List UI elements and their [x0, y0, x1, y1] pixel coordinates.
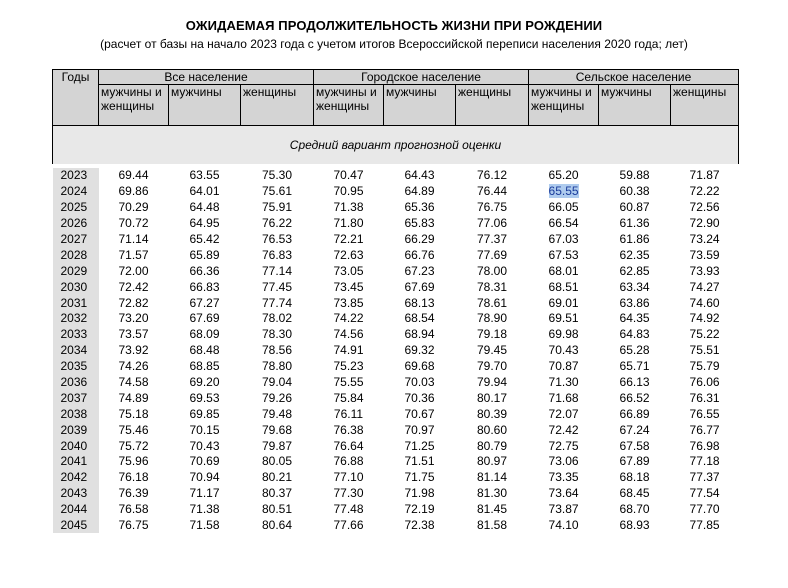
value-cell: 76.22	[261, 216, 293, 231]
value-cell: 68.93	[619, 518, 650, 533]
year-cell: 2030	[53, 279, 99, 295]
value-cell: 70.29	[118, 200, 149, 215]
year-cell: 2031	[53, 295, 99, 311]
value-cell: 62.85	[619, 263, 650, 278]
value-cell: 78.80	[261, 359, 293, 374]
value-cell: 79.18	[477, 327, 508, 342]
value-cell: 63.86	[619, 295, 650, 310]
value-cell: 77.14	[261, 263, 293, 278]
value-cell: 66.29	[404, 232, 435, 246]
value-cell: 68.13	[404, 295, 435, 310]
table-body	[53, 168, 739, 533]
value-cell: 75.30	[261, 168, 293, 183]
value-cell: 71.98	[404, 486, 435, 501]
value-cell: 65.71	[619, 359, 650, 374]
value-cell: 73.87	[548, 502, 579, 517]
table-row	[53, 518, 739, 534]
value-cell: 79.26	[261, 390, 293, 405]
value-cell	[529, 184, 599, 200]
table-row	[53, 422, 739, 438]
value-cell: 76.98	[689, 438, 720, 453]
value-cell: 66.36	[189, 263, 220, 278]
value-cell: 77.18	[689, 454, 720, 469]
value-cell: 72.63	[333, 247, 364, 262]
value-cell: 76.64	[333, 438, 364, 453]
value-cell: 77.69	[477, 247, 508, 262]
value-cell: 77.74	[261, 295, 293, 310]
value-cell: 74.56	[333, 327, 364, 342]
value-cell: 73.45	[333, 279, 364, 294]
value-cell: 77.54	[689, 486, 720, 501]
value-cell: 59.88	[619, 168, 650, 183]
value-cell: 66.83	[189, 279, 220, 294]
value-cell: 64.48	[189, 200, 220, 215]
value-cell: 72.22	[689, 184, 720, 199]
value-cell: 77.85	[689, 518, 720, 533]
value-cell: 71.57	[118, 247, 149, 262]
value-cell: 68.70	[619, 502, 650, 517]
table-row	[53, 216, 739, 232]
value-cell: 79.94	[477, 375, 508, 390]
value-cell: 74.92	[689, 311, 720, 326]
year-cell: 2044	[53, 502, 99, 518]
group-header-urban: Городское население	[314, 70, 529, 85]
value-cell: 77.45	[261, 279, 293, 294]
value-cell: 67.24	[619, 422, 650, 437]
value-cell: 74.27	[689, 279, 720, 294]
value-cell: 69.98	[548, 327, 579, 342]
value-cell: 67.58	[619, 438, 650, 453]
value-cell: 79.70	[477, 359, 508, 374]
value-cell: 72.07	[548, 406, 579, 421]
group-header-all: Все население	[99, 70, 314, 85]
value-cell: 79.48	[261, 406, 293, 421]
value-cell: 80.21	[261, 470, 293, 485]
value-cell: 80.97	[477, 454, 508, 469]
value-cell: 71.87	[689, 168, 720, 183]
year-cell: 2032	[53, 311, 99, 327]
page-subtitle: (расчет от базы на начало 2023 года с учетом итогов Всероссийской переписи населения 2020 года; лет)	[100, 37, 688, 51]
value-cell: 69.01	[548, 295, 579, 310]
value-cell: 63.34	[619, 279, 650, 294]
value-cell: 73.24	[689, 232, 720, 246]
table-row	[53, 247, 739, 263]
value-cell: 76.77	[689, 422, 720, 437]
value-cell: 78.61	[477, 295, 508, 310]
value-cell: 71.38	[189, 502, 220, 517]
value-cell: 79.68	[261, 422, 293, 437]
value-cell: 77.37	[689, 470, 720, 485]
table-row	[53, 327, 739, 343]
value-cell: 70.43	[548, 343, 579, 358]
table-row	[53, 311, 739, 327]
value-cell: 72.38	[404, 518, 435, 533]
table-row	[53, 279, 739, 295]
value-cell: 80.37	[261, 486, 293, 501]
value-cell: 68.45	[619, 486, 650, 501]
year-cell: 2036	[53, 375, 99, 391]
value-cell: 69.20	[189, 375, 220, 390]
value-cell: 65.89	[189, 247, 220, 262]
subheader-both-rural: мужчины и женщины	[529, 85, 599, 126]
value-cell: 76.44	[477, 184, 508, 199]
value-cell: 75.22	[689, 327, 720, 342]
value-cell: 80.51	[261, 502, 293, 517]
value-cell: 66.52	[619, 390, 650, 405]
value-cell: 61.36	[619, 216, 650, 231]
year-cell: 2023	[53, 168, 99, 184]
subheader-women-rural: женщины	[671, 85, 739, 126]
value-cell: 70.87	[548, 359, 579, 374]
value-cell: 73.05	[333, 263, 364, 278]
value-cell: 75.91	[261, 200, 293, 215]
value-cell: 70.95	[333, 184, 364, 199]
value-cell: 67.03	[548, 232, 579, 246]
value-cell: 65.28	[619, 343, 650, 358]
value-cell: 69.32	[404, 343, 435, 358]
value-cell: 77.30	[333, 486, 364, 501]
value-cell: 64.01	[189, 184, 220, 199]
subheader-men-all: мужчины	[169, 85, 241, 126]
group-header-rural: Сельское население	[529, 70, 739, 85]
value-cell: 75.55	[333, 375, 364, 390]
value-cell: 76.12	[477, 168, 508, 183]
value-cell: 73.59	[689, 247, 720, 262]
value-cell: 79.04	[261, 375, 293, 390]
value-cell: 69.85	[189, 406, 220, 421]
value-cell: 60.87	[619, 200, 650, 215]
value-cell: 75.79	[689, 359, 720, 374]
value-cell: 71.68	[548, 390, 579, 405]
value-cell: 68.54	[404, 311, 435, 326]
value-cell: 73.06	[548, 454, 579, 469]
value-cell: 76.31	[689, 390, 720, 405]
value-cell: 73.92	[118, 343, 149, 358]
value-cell: 63.55	[189, 168, 220, 183]
subheader-both-urban: мужчины и женщины	[314, 85, 384, 126]
value-cell: 78.31	[477, 279, 508, 294]
year-cell: 2038	[53, 406, 99, 422]
value-cell: 71.80	[333, 216, 364, 231]
value-cell: 66.89	[619, 406, 650, 421]
life-expectancy-table	[52, 69, 739, 533]
value-cell: 68.09	[189, 327, 220, 342]
year-cell: 2028	[53, 247, 99, 263]
value-cell: 76.11	[333, 406, 364, 421]
value-cell: 60.38	[619, 184, 650, 199]
value-cell: 65.20	[548, 168, 579, 183]
value-cell: 70.97	[404, 422, 435, 437]
value-cell: 67.27	[189, 295, 220, 310]
value-cell: 75.61	[261, 184, 293, 199]
subheader-women-all: женщины	[241, 85, 314, 126]
selected-value[interactable]: 65.55	[548, 184, 579, 199]
value-cell: 65.83	[404, 216, 435, 231]
value-cell: 67.69	[189, 311, 220, 326]
value-cell: 77.06	[477, 216, 508, 231]
value-cell: 66.05	[548, 200, 579, 215]
value-cell: 76.55	[689, 406, 720, 421]
table-row	[53, 343, 739, 359]
value-cell: 71.25	[404, 438, 435, 453]
value-cell: 70.72	[118, 216, 149, 231]
value-cell: 66.13	[619, 375, 650, 390]
year-cell: 2042	[53, 470, 99, 486]
year-cell: 2029	[53, 263, 99, 279]
subheader-women-urban: женщины	[456, 85, 529, 126]
value-cell: 76.83	[261, 247, 293, 262]
value-cell: 78.02	[261, 311, 293, 326]
value-cell: 62.35	[619, 247, 650, 262]
value-cell: 67.23	[404, 263, 435, 278]
year-cell: 2040	[53, 438, 99, 454]
value-cell: 70.03	[404, 375, 435, 390]
value-cell: 69.86	[118, 184, 149, 199]
value-cell: 68.51	[548, 279, 579, 294]
value-cell: 80.79	[477, 438, 508, 453]
table-row	[53, 263, 739, 279]
value-cell: 69.44	[118, 168, 149, 183]
year-cell: 2035	[53, 359, 99, 375]
value-cell: 75.51	[689, 343, 720, 358]
value-cell: 68.18	[619, 470, 650, 485]
value-cell: 71.51	[404, 454, 435, 469]
year-header: Годы	[53, 70, 99, 126]
subheader-men-urban: мужчины	[384, 85, 456, 126]
value-cell: 78.90	[477, 311, 508, 326]
value-cell: 73.64	[548, 486, 579, 501]
value-cell: 70.94	[189, 470, 220, 485]
value-cell: 74.26	[118, 359, 149, 374]
value-cell: 81.14	[477, 470, 508, 485]
value-cell: 76.38	[333, 422, 364, 437]
value-cell: 73.35	[548, 470, 579, 485]
value-cell: 70.15	[189, 422, 220, 437]
value-cell: 77.48	[333, 502, 364, 517]
value-cell: 72.75	[548, 438, 579, 453]
value-cell: 64.83	[619, 327, 650, 342]
value-cell: 81.30	[477, 486, 508, 501]
value-cell: 73.20	[118, 311, 149, 326]
value-cell: 64.95	[189, 216, 220, 231]
value-cell: 75.72	[118, 438, 149, 453]
value-cell: 76.88	[333, 454, 364, 469]
value-cell: 73.93	[689, 263, 720, 278]
value-cell: 76.39	[118, 486, 149, 501]
value-cell: 76.75	[477, 200, 508, 215]
value-cell: 70.43	[189, 438, 220, 453]
value-cell: 77.10	[333, 470, 364, 485]
value-cell: 66.54	[548, 216, 579, 231]
value-cell: 74.89	[118, 390, 149, 405]
value-cell: 61.86	[619, 232, 650, 246]
value-cell: 69.53	[189, 390, 220, 405]
value-cell: 76.06	[689, 375, 720, 390]
value-cell: 73.57	[118, 327, 149, 342]
value-cell: 71.30	[548, 375, 579, 390]
value-cell: 67.69	[404, 279, 435, 294]
value-cell: 72.19	[404, 502, 435, 517]
value-cell: 69.68	[404, 359, 435, 374]
value-cell: 70.69	[189, 454, 220, 469]
year-cell: 2026	[53, 216, 99, 232]
table-row	[53, 486, 739, 502]
year-cell: 2045	[53, 518, 99, 534]
value-cell: 77.70	[689, 502, 720, 517]
value-cell: 75.84	[333, 390, 364, 405]
value-cell: 68.85	[189, 359, 220, 374]
value-cell: 64.89	[404, 184, 435, 199]
table-row	[53, 438, 739, 454]
table-row	[53, 375, 739, 391]
value-cell: 78.56	[261, 343, 293, 358]
table-row	[53, 454, 739, 470]
value-cell: 72.00	[118, 263, 149, 278]
year-cell: 2025	[53, 200, 99, 216]
table-row	[53, 359, 739, 375]
variant-label: Средний вариант прогнозной оценки	[53, 126, 739, 165]
value-cell: 71.38	[333, 200, 364, 215]
value-cell: 77.66	[333, 518, 364, 533]
table-row	[53, 295, 739, 311]
table-row	[53, 470, 739, 486]
year-cell: 2034	[53, 343, 99, 359]
value-cell: 68.94	[404, 327, 435, 342]
table-row	[53, 502, 739, 518]
value-cell: 76.58	[118, 502, 149, 517]
value-cell: 79.87	[261, 438, 293, 453]
year-cell: 2024	[53, 184, 99, 200]
value-cell: 72.21	[333, 232, 364, 246]
value-cell: 81.58	[477, 518, 508, 533]
table-row	[53, 390, 739, 406]
value-cell: 73.85	[333, 295, 364, 310]
value-cell: 72.42	[548, 422, 579, 437]
value-cell: 75.23	[333, 359, 364, 374]
value-cell: 74.91	[333, 343, 364, 358]
value-cell: 71.17	[189, 486, 220, 501]
value-cell: 65.36	[404, 200, 435, 215]
value-cell: 65.42	[189, 232, 220, 246]
value-cell: 78.30	[261, 327, 293, 342]
year-cell: 2027	[53, 232, 99, 248]
table-row	[53, 184, 739, 200]
year-cell: 2041	[53, 454, 99, 470]
value-cell: 71.75	[404, 470, 435, 485]
value-cell: 69.51	[548, 311, 579, 326]
value-cell: 74.58	[118, 375, 149, 390]
value-cell: 74.22	[333, 311, 364, 326]
value-cell: 72.90	[689, 216, 720, 231]
value-cell: 75.46	[118, 422, 149, 437]
value-cell: 75.18	[118, 406, 149, 421]
value-cell: 77.37	[477, 232, 508, 246]
value-cell: 72.82	[118, 295, 149, 310]
value-cell: 81.45	[477, 502, 508, 517]
value-cell: 80.17	[477, 390, 508, 405]
year-cell: 2033	[53, 327, 99, 343]
value-cell: 75.96	[118, 454, 149, 469]
value-cell: 71.14	[118, 232, 149, 246]
year-cell: 2039	[53, 422, 99, 438]
value-cell: 70.47	[333, 168, 364, 183]
table-row	[53, 200, 739, 216]
value-cell: 74.10	[548, 518, 579, 533]
subheader-men-rural: мужчины	[599, 85, 671, 126]
year-cell: 2043	[53, 486, 99, 502]
value-cell: 71.58	[189, 518, 220, 533]
value-cell: 76.18	[118, 470, 149, 485]
value-cell: 67.53	[548, 247, 579, 262]
page-title: ОЖИДАЕМАЯ ПРОДОЛЖИТЕЛЬНОСТЬ ЖИЗНИ ПРИ РОЖДЕНИИ	[185, 18, 603, 33]
subheader-both-all: мужчины и женщины	[99, 85, 169, 126]
table-row	[53, 406, 739, 422]
table-row	[53, 232, 739, 248]
value-cell: 72.56	[689, 200, 720, 215]
value-cell: 80.64	[261, 518, 293, 533]
value-cell: 70.36	[404, 390, 435, 405]
value-cell: 79.45	[477, 343, 508, 358]
year-cell: 2037	[53, 390, 99, 406]
value-cell: 68.01	[548, 263, 579, 278]
value-cell: 80.05	[261, 454, 293, 469]
value-cell: 72.42	[118, 279, 149, 294]
value-cell: 70.67	[404, 406, 435, 421]
value-cell: 74.60	[689, 295, 720, 310]
value-cell: 64.35	[619, 311, 650, 326]
value-cell: 66.76	[404, 247, 435, 262]
value-cell: 78.00	[477, 263, 508, 278]
table-row	[53, 168, 739, 184]
value-cell: 68.48	[189, 343, 220, 358]
value-cell: 76.75	[118, 518, 149, 533]
value-cell: 64.43	[404, 168, 435, 183]
value-cell: 80.39	[477, 406, 508, 421]
value-cell: 80.60	[477, 422, 508, 437]
value-cell: 76.53	[261, 232, 293, 246]
value-cell: 67.89	[619, 454, 650, 469]
